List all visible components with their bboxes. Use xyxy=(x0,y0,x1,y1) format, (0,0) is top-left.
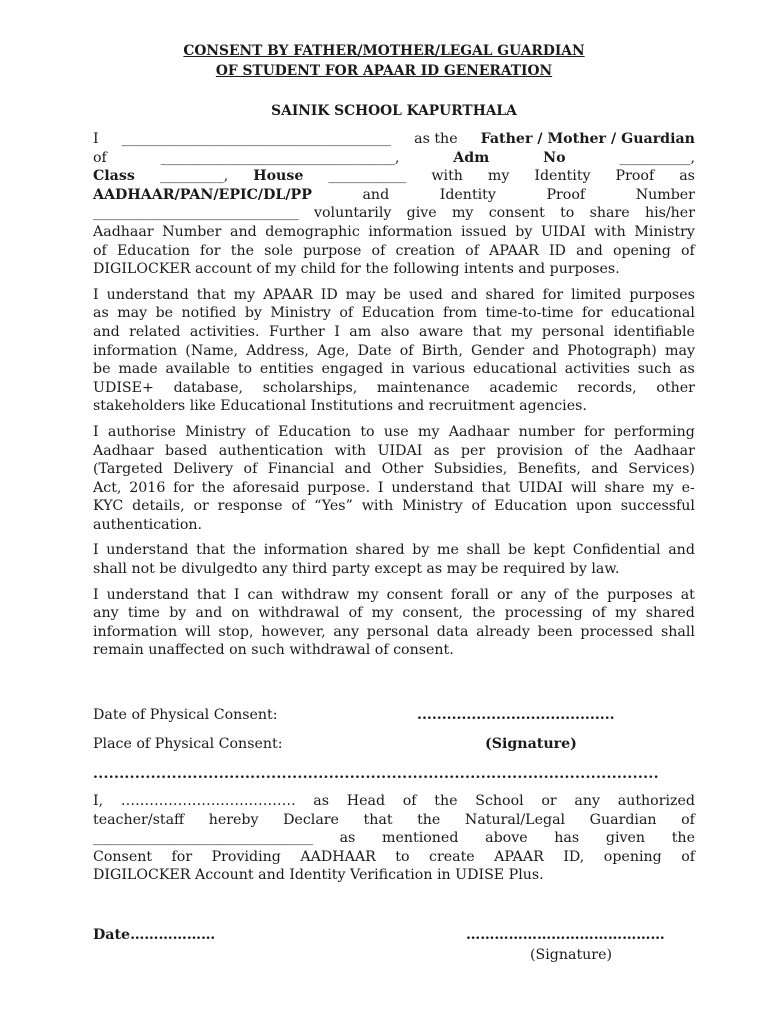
house-label: House xyxy=(253,168,304,185)
decl-word: Natural/Legal xyxy=(464,811,566,828)
paragraph-line: Act, 2016 for the aforesaid purpose. I understand that UIDAI will share my e- xyxy=(93,479,695,496)
adm-no-blank[interactable]: __________, xyxy=(619,149,695,166)
decl-word: Guardian xyxy=(589,811,657,828)
signature-label: (Signature) xyxy=(485,736,577,752)
intro-word: as xyxy=(679,168,695,185)
paragraph-line: KYC details, or response of “Yes” with Ministry of Education upon successful xyxy=(93,498,695,515)
decl-word: as xyxy=(339,830,356,847)
school-declaration xyxy=(93,792,695,885)
decl-word: mentioned xyxy=(382,830,459,847)
paragraph-line: shall not be divulgedto any third party except as may be required by law. xyxy=(93,561,620,578)
decl-word: has xyxy=(554,830,580,847)
guardian-name-blank[interactable]: _______________________________ xyxy=(93,830,313,847)
footer-signature-blank[interactable]: …………………………………… xyxy=(466,927,665,943)
decl-word: I, xyxy=(93,793,104,809)
form-title-line1: CONSENT BY FATHER/MOTHER/LEGAL GUARDIAN xyxy=(183,43,585,59)
intro-word: my xyxy=(451,205,474,222)
decl-word: School xyxy=(475,793,524,809)
paragraph-line: and related activities. Further I am also aware that my personal identifiable xyxy=(93,323,695,340)
decl-word: of xyxy=(402,793,417,809)
signature-dots[interactable]: ........................................ xyxy=(417,707,615,723)
intro-word: Identity xyxy=(534,168,591,185)
paragraph-line: remain unaffected on such withdrawal of consent. xyxy=(93,642,454,659)
decl-word: opening xyxy=(603,848,662,865)
decl-word: the xyxy=(434,793,458,809)
decl-word: hereby xyxy=(208,811,259,828)
date-of-consent-label: Date of Physical Consent: xyxy=(93,707,278,723)
paragraph-line: information will stop, however, any personal data already been processed shall xyxy=(93,623,695,640)
decl-word: as xyxy=(313,793,330,809)
paragraph-line: as may be notified by Ministry of Education from time-to-time for educational xyxy=(93,305,695,322)
intro-word: Proof xyxy=(615,168,655,185)
paragraph-line: I understand that the information shared by me shall be kept Confidential and xyxy=(93,542,695,559)
decl-word: Head xyxy=(346,793,386,809)
no-label: No xyxy=(543,149,566,166)
intro-word: my xyxy=(487,168,510,185)
intro-line-7: of Education for the sole purpose of creation of APAAR ID and opening of xyxy=(93,242,695,259)
intro-line-8: DIGILOCKER account of my child for the following intents and purposes. xyxy=(93,261,620,278)
intro-word: share xyxy=(589,205,630,222)
paragraph-line: UDISE+ database, scholarships, maintenance academic records, other xyxy=(93,379,695,396)
class-blank[interactable]: _________, xyxy=(159,168,229,185)
house-blank[interactable]: ___________ xyxy=(328,168,407,185)
place-of-consent-row xyxy=(93,735,695,754)
decl-word: any xyxy=(574,793,601,809)
footer-date xyxy=(93,926,215,945)
intro-text: of xyxy=(93,149,107,166)
school-name: SAINIK SCHOOL KAPURTHALA xyxy=(271,103,517,119)
intro-word: Identity xyxy=(439,186,496,203)
intro-word: give xyxy=(406,205,437,222)
decl-word: APAAR xyxy=(494,848,544,865)
intro-line-6: Aadhaar Number and demographic information issued by UIDAI with Ministry xyxy=(93,223,695,240)
aadhaar-auth-paragraph xyxy=(93,423,695,535)
intro-text: I xyxy=(93,131,99,147)
intro-line-4 xyxy=(93,186,695,205)
decl-word: to xyxy=(395,848,410,865)
relation-options: Father / Mother / Guardian xyxy=(480,131,695,147)
head-name-blank[interactable]: ………………………………. xyxy=(120,793,296,809)
footer-signature-label: (Signature) xyxy=(530,947,613,963)
intro-line-5 xyxy=(93,204,695,223)
decl-word: or xyxy=(541,793,557,809)
date-of-consent-row xyxy=(93,706,695,725)
decl-word: teacher/staff xyxy=(93,811,185,828)
paragraph-line: Aadhaar based authentication with UIDAI as per provision of the Aadhaar xyxy=(93,442,695,459)
decl-word: for xyxy=(171,848,193,865)
declaration-line-4 xyxy=(93,848,695,867)
footer-date-blank[interactable]: ……………… xyxy=(130,927,216,943)
intro-text: as the xyxy=(414,131,458,147)
paragraph-line: stakeholders like Educational Institutions and recruitment agencies. xyxy=(93,398,587,415)
consent-body xyxy=(93,130,695,667)
paragraph-line: (Targeted Delivery of Financial and Other Subsidies, Benefits, and Services) xyxy=(93,461,695,478)
decl-word: authorized xyxy=(617,793,695,809)
decl-word: above xyxy=(485,830,528,847)
paragraph-line: information (Name, Address, Age, Date of Birth, Gender and Photograph) may xyxy=(93,342,695,359)
intro-word: with xyxy=(431,168,463,185)
decl-word: that xyxy=(363,811,393,828)
class-label: Class xyxy=(93,168,135,185)
decl-word: Consent xyxy=(93,848,153,865)
decl-word: ID, xyxy=(563,848,585,865)
declaration-line-5: DIGILOCKER Account and Identity Verification in UDISE Plus. xyxy=(93,867,544,884)
footer-date-label: Date xyxy=(93,927,131,943)
intro-word: consent xyxy=(488,205,545,222)
intro-word: and xyxy=(362,186,390,203)
paragraph-line: I understand that my APAAR ID may be used and shared for limited purposes xyxy=(93,286,695,303)
id-proof-options: AADHAAR/PAN/EPIC/DL/PP xyxy=(93,186,312,203)
declaration-line-1 xyxy=(93,792,695,811)
withdrawal-paragraph xyxy=(93,586,695,660)
adm-label: Adm xyxy=(453,149,490,166)
student-name-blank[interactable]: _________________________________, xyxy=(160,149,400,166)
paragraph-line: any time by and on withdrawal of my consent, the processing of my shared xyxy=(93,605,695,622)
decl-word: given xyxy=(605,830,646,847)
paragraph-line: authentication. xyxy=(93,516,203,533)
intro-word: voluntarily xyxy=(313,205,392,222)
apaar-usage-paragraph xyxy=(93,286,695,416)
intro-word: his/her xyxy=(644,205,695,222)
paragraph-line: I authorise Ministry of Education to use my Aadhaar number for performing xyxy=(93,423,695,440)
decl-word: AADHAAR xyxy=(300,848,376,865)
decl-word: create xyxy=(429,848,475,865)
paragraph-line: I understand that I can withdraw my consent forall or any of the purposes at xyxy=(93,586,695,603)
intro-word: Proof xyxy=(546,186,586,203)
id-proof-number-blank[interactable]: _____________________________ xyxy=(93,205,299,222)
declaration-line-2 xyxy=(93,811,695,830)
guardian-name-blank[interactable]: ______________________________________ xyxy=(121,131,392,147)
declaration-line-3 xyxy=(93,829,695,848)
intro-line-1 xyxy=(93,130,695,149)
decl-word: Providing xyxy=(211,848,281,865)
intro-word: to xyxy=(560,205,575,222)
intro-line-3 xyxy=(93,167,695,186)
place-of-consent-label: Place of Physical Consent: xyxy=(93,736,283,752)
section-separator: ............................................................................................................ xyxy=(93,766,659,782)
consent-intro-paragraph xyxy=(93,130,695,279)
decl-word: the xyxy=(417,811,441,828)
intro-word: Number xyxy=(635,186,695,203)
decl-word: Declare xyxy=(283,811,339,828)
decl-word: of xyxy=(681,811,695,828)
decl-word: of xyxy=(681,848,695,865)
intro-line-2 xyxy=(93,149,695,168)
form-title-line2: OF STUDENT FOR APAAR ID GENERATION xyxy=(215,63,553,79)
decl-word: the xyxy=(671,830,695,847)
confidentiality-paragraph xyxy=(93,541,695,578)
paragraph-line: be made available to entities engaged in various educational activities such as xyxy=(93,361,695,378)
